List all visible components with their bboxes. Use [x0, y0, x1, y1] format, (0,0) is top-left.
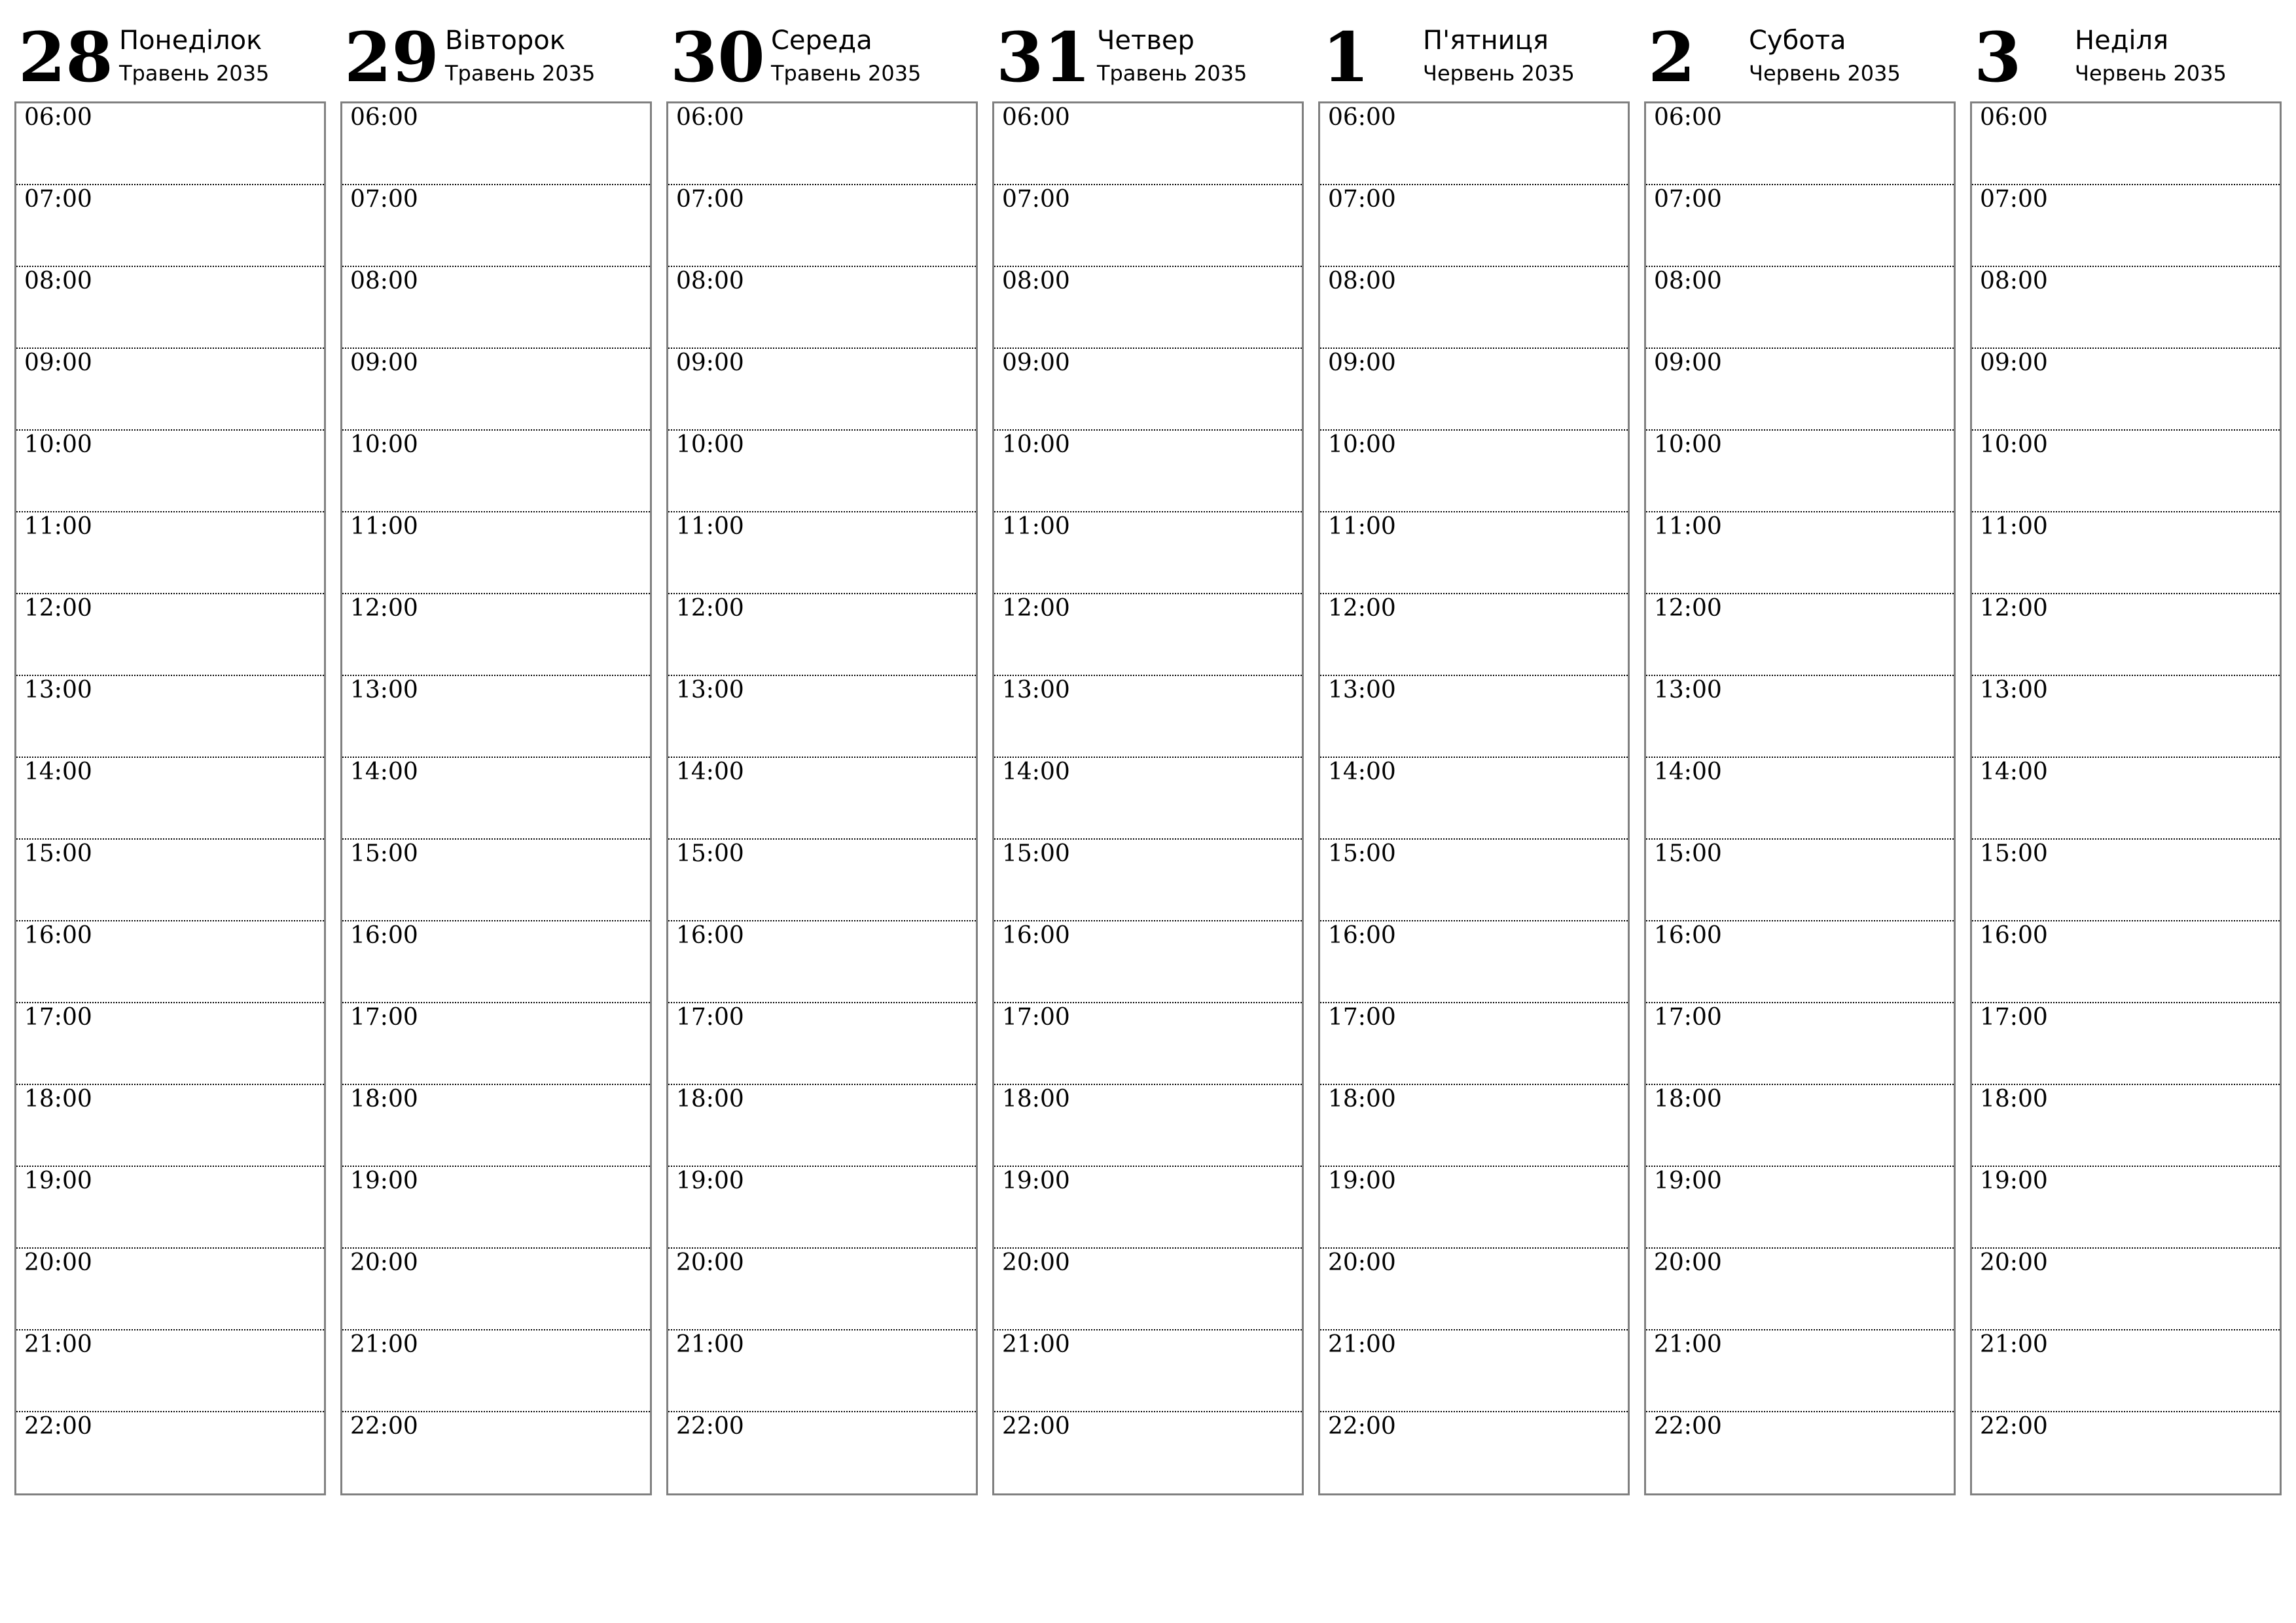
- time-slot-label: 14:00: [1328, 758, 1396, 785]
- time-slot: [1972, 103, 2280, 185]
- time-slot: [1320, 349, 1628, 431]
- time-slot-label: 15:00: [1328, 840, 1396, 867]
- time-slot: [1320, 185, 1628, 267]
- time-slot: [342, 758, 650, 840]
- day-number: 3: [1974, 17, 2022, 98]
- time-slot-label: 15:00: [1654, 840, 1722, 867]
- day-month: Травень 2035: [119, 61, 270, 86]
- time-slot: [994, 1249, 1302, 1330]
- time-slot: [342, 1085, 650, 1167]
- time-slot-label: 19:00: [1328, 1168, 1396, 1194]
- time-slot-label: 15:00: [24, 840, 92, 867]
- time-slot: [16, 1412, 324, 1494]
- time-slot: [668, 1330, 976, 1412]
- time-slot-label: 14:00: [676, 758, 744, 785]
- time-slot: [342, 103, 650, 185]
- time-slot-label: 19:00: [24, 1168, 92, 1194]
- time-slot-label: 16:00: [1980, 922, 2048, 949]
- time-slot: [1972, 185, 2280, 267]
- time-slot-label: 19:00: [676, 1168, 744, 1194]
- day-month: Травень 2035: [771, 61, 922, 86]
- day-month: Червень 2035: [2075, 61, 2227, 86]
- time-slot: [1320, 921, 1628, 1003]
- time-slot-label: 10:00: [1002, 431, 1070, 458]
- time-slot: [16, 1330, 324, 1412]
- time-slot: [1972, 676, 2280, 758]
- time-slot-label: 16:00: [24, 922, 92, 949]
- time-slot-label: 14:00: [1980, 758, 2048, 785]
- time-slot: [16, 103, 324, 185]
- day-schedule-box: [1318, 101, 1630, 1495]
- time-slot: [1646, 1003, 1954, 1085]
- time-slot-label: 17:00: [676, 1004, 744, 1031]
- time-slot: [994, 1085, 1302, 1167]
- day-name: Субота: [1749, 26, 1846, 56]
- time-slot-label: 08:00: [1980, 268, 2048, 294]
- day-schedule-box: [1644, 101, 1956, 1495]
- time-slot: [1646, 921, 1954, 1003]
- time-slot-label: 08:00: [1654, 268, 1722, 294]
- time-slot-label: 22:00: [676, 1413, 744, 1440]
- day-number: 29: [344, 17, 439, 98]
- day-number: 1: [1322, 17, 1370, 98]
- time-slot: [342, 676, 650, 758]
- time-slot-label: 11:00: [350, 513, 418, 540]
- time-slot: [668, 267, 976, 349]
- time-slot: [1646, 512, 1954, 594]
- time-slot-label: 10:00: [1980, 431, 2048, 458]
- day-month: Травень 2035: [445, 61, 596, 86]
- time-slot: [668, 349, 976, 431]
- time-slot: [16, 431, 324, 512]
- day-column: [14, 0, 327, 1499]
- time-slot: [994, 676, 1302, 758]
- time-slot: [16, 349, 324, 431]
- time-slot: [342, 1412, 650, 1494]
- time-slot: [16, 185, 324, 267]
- time-slot-label: 11:00: [1328, 513, 1396, 540]
- time-slot-label: 18:00: [1654, 1086, 1722, 1113]
- day-header: [1644, 0, 1957, 98]
- day-header: [666, 0, 979, 98]
- time-slot: [1972, 840, 2280, 921]
- time-slot: [668, 512, 976, 594]
- time-slot: [342, 512, 650, 594]
- time-slot-label: 16:00: [676, 922, 744, 949]
- time-slot-label: 21:00: [676, 1331, 744, 1358]
- day-column: [1644, 0, 1957, 1499]
- time-slot: [1320, 1412, 1628, 1494]
- day-column: [992, 0, 1305, 1499]
- time-slot: [1646, 676, 1954, 758]
- time-slot-label: 11:00: [24, 513, 92, 540]
- time-slot: [1320, 1249, 1628, 1330]
- time-slot: [1972, 267, 2280, 349]
- time-slot: [16, 1249, 324, 1330]
- time-slot: [1320, 1167, 1628, 1249]
- time-slot: [16, 512, 324, 594]
- day-column: [666, 0, 979, 1499]
- time-slot-label: 21:00: [1980, 1331, 2048, 1358]
- day-header: [14, 0, 327, 98]
- day-name: Неділя: [2075, 26, 2169, 56]
- time-slot: [668, 676, 976, 758]
- time-slot: [1646, 1085, 1954, 1167]
- day-name: Четвер: [1097, 26, 1194, 56]
- time-slot-label: 07:00: [1654, 186, 1722, 213]
- time-slot: [16, 840, 324, 921]
- time-slot-label: 15:00: [676, 840, 744, 867]
- time-slot: [994, 594, 1302, 676]
- time-slot-label: 19:00: [1980, 1168, 2048, 1194]
- time-slot-label: 22:00: [24, 1413, 92, 1440]
- time-slot: [668, 594, 976, 676]
- time-slot-label: 07:00: [1980, 186, 2048, 213]
- time-slot: [16, 921, 324, 1003]
- day-month: Травень 2035: [1097, 61, 1247, 86]
- time-slot-label: 20:00: [1328, 1249, 1396, 1276]
- time-slot: [668, 1085, 976, 1167]
- time-slot-label: 10:00: [1654, 431, 1722, 458]
- day-column: [1970, 0, 2283, 1499]
- time-slot-label: 11:00: [1980, 513, 2048, 540]
- time-slot-label: 17:00: [1002, 1004, 1070, 1031]
- day-name: П'ятниця: [1423, 26, 1549, 56]
- time-slot-label: 11:00: [1002, 513, 1070, 540]
- time-slot: [994, 921, 1302, 1003]
- time-slot: [668, 921, 976, 1003]
- time-slot: [1646, 431, 1954, 512]
- time-slot-label: 09:00: [1328, 349, 1396, 376]
- time-slot: [994, 185, 1302, 267]
- time-slot: [342, 1249, 650, 1330]
- day-name: Понеділок: [119, 26, 262, 56]
- time-slot-label: 21:00: [24, 1331, 92, 1358]
- time-slot-label: 06:00: [1654, 104, 1722, 131]
- day-schedule-box: [992, 101, 1304, 1495]
- time-slot: [1646, 1249, 1954, 1330]
- time-slot-label: 06:00: [1002, 104, 1070, 131]
- day-header: [340, 0, 653, 98]
- time-slot-label: 13:00: [1002, 677, 1070, 704]
- time-slot-label: 13:00: [350, 677, 418, 704]
- time-slot-label: 21:00: [1002, 1331, 1070, 1358]
- time-slot: [668, 840, 976, 921]
- weekly-planner: [14, 0, 2286, 1499]
- time-slot: [16, 758, 324, 840]
- time-slot: [1320, 1003, 1628, 1085]
- time-slot-label: 10:00: [350, 431, 418, 458]
- time-slot-label: 06:00: [350, 104, 418, 131]
- time-slot: [342, 594, 650, 676]
- time-slot-label: 16:00: [1002, 922, 1070, 949]
- day-header: [1970, 0, 2283, 98]
- time-slot-label: 12:00: [1980, 595, 2048, 622]
- time-slot: [1972, 1167, 2280, 1249]
- time-slot-label: 18:00: [1002, 1086, 1070, 1113]
- day-name: Вівторок: [445, 26, 565, 56]
- time-slot-label: 08:00: [350, 268, 418, 294]
- time-slot: [994, 840, 1302, 921]
- time-slot-label: 13:00: [24, 677, 92, 704]
- time-slot-label: 07:00: [676, 186, 744, 213]
- time-slot: [1320, 1085, 1628, 1167]
- time-slot-label: 07:00: [1002, 186, 1070, 213]
- time-slot: [1972, 758, 2280, 840]
- day-header: [1318, 0, 1631, 98]
- time-slot: [342, 1330, 650, 1412]
- day-number: 30: [670, 17, 765, 98]
- time-slot-label: 18:00: [1328, 1086, 1396, 1113]
- time-slot-label: 22:00: [350, 1413, 418, 1440]
- time-slot-label: 12:00: [1328, 595, 1396, 622]
- time-slot: [1320, 431, 1628, 512]
- time-slot-label: 14:00: [1002, 758, 1070, 785]
- time-slot-label: 10:00: [676, 431, 744, 458]
- time-slot: [16, 676, 324, 758]
- time-slot-label: 16:00: [350, 922, 418, 949]
- day-month: Червень 2035: [1749, 61, 1901, 86]
- time-slot: [1646, 103, 1954, 185]
- time-slot: [668, 1412, 976, 1494]
- time-slot-label: 08:00: [1328, 268, 1396, 294]
- time-slot-label: 21:00: [1654, 1331, 1722, 1358]
- time-slot: [1972, 349, 2280, 431]
- day-schedule-box: [666, 101, 978, 1495]
- time-slot-label: 13:00: [1328, 677, 1396, 704]
- time-slot: [668, 431, 976, 512]
- time-slot-label: 16:00: [1654, 922, 1722, 949]
- time-slot-label: 16:00: [1328, 922, 1396, 949]
- time-slot-label: 07:00: [1328, 186, 1396, 213]
- time-slot-label: 09:00: [1002, 349, 1070, 376]
- time-slot: [16, 1003, 324, 1085]
- time-slot: [1320, 512, 1628, 594]
- time-slot: [1972, 1330, 2280, 1412]
- time-slot-label: 08:00: [676, 268, 744, 294]
- time-slot: [1320, 1330, 1628, 1412]
- time-slot-label: 18:00: [24, 1086, 92, 1113]
- time-slot: [1320, 594, 1628, 676]
- time-slot: [1646, 758, 1954, 840]
- time-slot: [994, 103, 1302, 185]
- time-slot: [668, 103, 976, 185]
- time-slot-label: 17:00: [1980, 1004, 2048, 1031]
- time-slot-label: 09:00: [676, 349, 744, 376]
- time-slot: [1320, 676, 1628, 758]
- time-slot: [16, 1085, 324, 1167]
- time-slot-label: 17:00: [1328, 1004, 1396, 1031]
- time-slot: [994, 758, 1302, 840]
- time-slot-label: 15:00: [1002, 840, 1070, 867]
- time-slot: [1646, 267, 1954, 349]
- time-slot: [668, 1167, 976, 1249]
- day-name: Середа: [771, 26, 872, 56]
- time-slot: [1646, 1330, 1954, 1412]
- time-slot-label: 13:00: [1654, 677, 1722, 704]
- time-slot: [1320, 758, 1628, 840]
- time-slot: [342, 349, 650, 431]
- time-slot: [1972, 594, 2280, 676]
- time-slot: [668, 1003, 976, 1085]
- time-slot-label: 14:00: [24, 758, 92, 785]
- time-slot: [994, 267, 1302, 349]
- time-slot-label: 12:00: [350, 595, 418, 622]
- time-slot-label: 22:00: [1980, 1413, 2048, 1440]
- time-slot: [1646, 840, 1954, 921]
- day-schedule-box: [14, 101, 326, 1495]
- time-slot: [342, 431, 650, 512]
- time-slot: [1972, 921, 2280, 1003]
- time-slot: [342, 1003, 650, 1085]
- time-slot: [1972, 1003, 2280, 1085]
- time-slot-label: 06:00: [676, 104, 744, 131]
- time-slot: [1646, 594, 1954, 676]
- time-slot-label: 08:00: [24, 268, 92, 294]
- time-slot: [1972, 1412, 2280, 1494]
- time-slot-label: 07:00: [24, 186, 92, 213]
- time-slot: [994, 1412, 1302, 1494]
- time-slot: [668, 185, 976, 267]
- time-slot: [1320, 840, 1628, 921]
- time-slot-label: 15:00: [350, 840, 418, 867]
- time-slot-label: 07:00: [350, 186, 418, 213]
- time-slot-label: 12:00: [24, 595, 92, 622]
- time-slot-label: 12:00: [1002, 595, 1070, 622]
- time-slot: [668, 758, 976, 840]
- time-slot-label: 14:00: [1654, 758, 1722, 785]
- time-slot-label: 06:00: [24, 104, 92, 131]
- time-slot-label: 19:00: [1654, 1168, 1722, 1194]
- time-slot: [1320, 267, 1628, 349]
- time-slot: [994, 1330, 1302, 1412]
- time-slot: [994, 431, 1302, 512]
- time-slot: [1646, 1167, 1954, 1249]
- time-slot-label: 15:00: [1980, 840, 2048, 867]
- time-slot-label: 20:00: [24, 1249, 92, 1276]
- time-slot: [1646, 1412, 1954, 1494]
- time-slot-label: 08:00: [1002, 268, 1070, 294]
- day-number: 28: [18, 17, 113, 98]
- time-slot-label: 09:00: [24, 349, 92, 376]
- day-number: 2: [1648, 17, 1696, 98]
- day-header: [992, 0, 1305, 98]
- time-slot-label: 09:00: [350, 349, 418, 376]
- time-slot-label: 12:00: [676, 595, 744, 622]
- day-schedule-box: [340, 101, 652, 1495]
- time-slot: [994, 1167, 1302, 1249]
- time-slot-label: 09:00: [1980, 349, 2048, 376]
- time-slot: [342, 185, 650, 267]
- time-slot-label: 19:00: [350, 1168, 418, 1194]
- time-slot-label: 17:00: [24, 1004, 92, 1031]
- time-slot-label: 20:00: [1654, 1249, 1722, 1276]
- time-slot: [668, 1249, 976, 1330]
- time-slot-label: 20:00: [350, 1249, 418, 1276]
- day-schedule-box: [1970, 101, 2282, 1495]
- time-slot-label: 21:00: [350, 1331, 418, 1358]
- day-number: 31: [996, 17, 1091, 98]
- time-slot: [1646, 349, 1954, 431]
- time-slot: [342, 921, 650, 1003]
- time-slot-label: 19:00: [1002, 1168, 1070, 1194]
- time-slot-label: 20:00: [1002, 1249, 1070, 1276]
- time-slot-label: 18:00: [1980, 1086, 2048, 1113]
- day-column: [1318, 0, 1631, 1499]
- time-slot-label: 21:00: [1328, 1331, 1396, 1358]
- time-slot: [1320, 103, 1628, 185]
- time-slot: [16, 1167, 324, 1249]
- time-slot-label: 06:00: [1328, 104, 1396, 131]
- time-slot: [1646, 185, 1954, 267]
- time-slot: [342, 1167, 650, 1249]
- time-slot-label: 11:00: [1654, 513, 1722, 540]
- day-month: Червень 2035: [1423, 61, 1575, 86]
- time-slot-label: 13:00: [676, 677, 744, 704]
- time-slot: [994, 1003, 1302, 1085]
- time-slot-label: 12:00: [1654, 595, 1722, 622]
- time-slot-label: 22:00: [1328, 1413, 1396, 1440]
- time-slot-label: 09:00: [1654, 349, 1722, 376]
- time-slot: [16, 594, 324, 676]
- time-slot-label: 14:00: [350, 758, 418, 785]
- time-slot: [1972, 1085, 2280, 1167]
- time-slot-label: 20:00: [1980, 1249, 2048, 1276]
- time-slot-label: 13:00: [1980, 677, 2048, 704]
- time-slot-label: 20:00: [676, 1249, 744, 1276]
- time-slot: [1972, 1249, 2280, 1330]
- time-slot-label: 17:00: [1654, 1004, 1722, 1031]
- time-slot-label: 10:00: [24, 431, 92, 458]
- time-slot: [16, 267, 324, 349]
- time-slot-label: 18:00: [350, 1086, 418, 1113]
- time-slot-label: 17:00: [350, 1004, 418, 1031]
- time-slot-label: 18:00: [676, 1086, 744, 1113]
- time-slot-label: 22:00: [1654, 1413, 1722, 1440]
- time-slot-label: 10:00: [1328, 431, 1396, 458]
- time-slot-label: 11:00: [676, 513, 744, 540]
- day-column: [340, 0, 653, 1499]
- time-slot: [994, 512, 1302, 594]
- time-slot: [1972, 512, 2280, 594]
- time-slot: [342, 267, 650, 349]
- time-slot: [342, 840, 650, 921]
- time-slot: [1972, 431, 2280, 512]
- time-slot-label: 06:00: [1980, 104, 2048, 131]
- time-slot-label: 22:00: [1002, 1413, 1070, 1440]
- time-slot: [994, 349, 1302, 431]
